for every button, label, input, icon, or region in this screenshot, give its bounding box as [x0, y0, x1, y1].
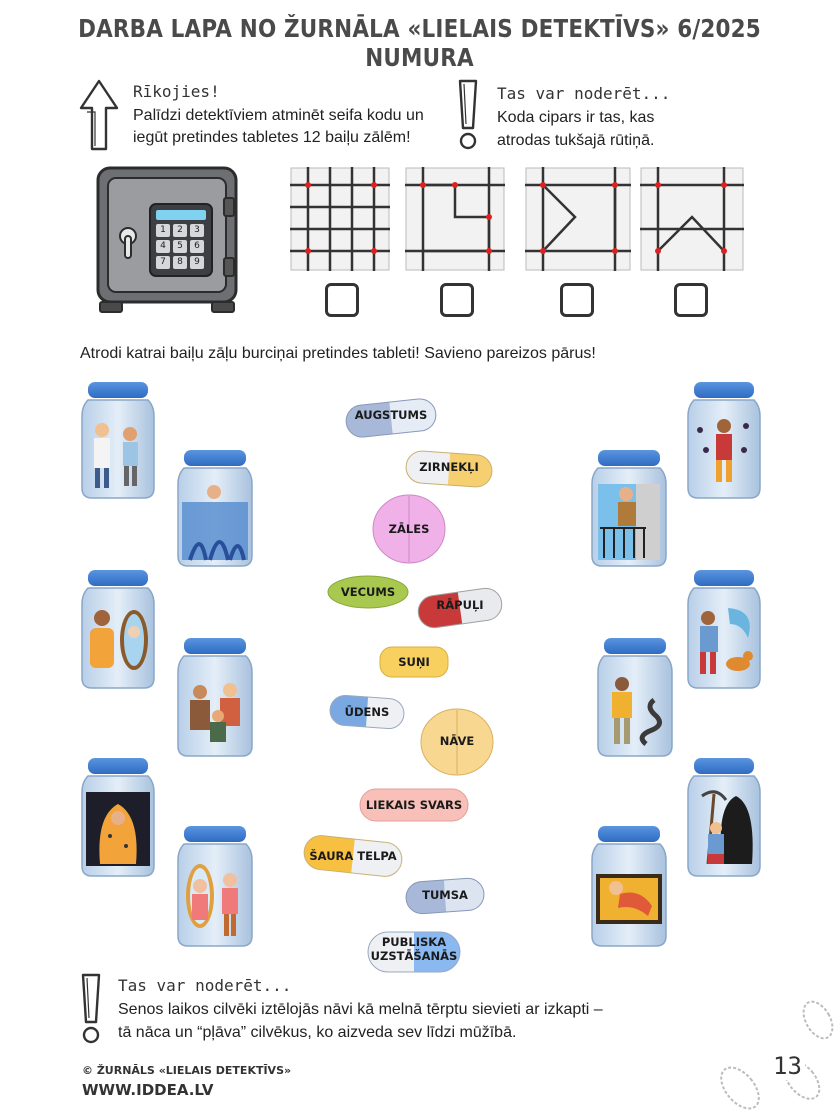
fear-jar-11	[686, 756, 762, 878]
fear-jar-8	[590, 448, 668, 568]
pill-label: NĀVE	[439, 734, 475, 748]
tip-line-2: tā nāca un “pļāva” cilvēkus, ko aizveda sev līdzi mūžībā.	[118, 1024, 517, 1041]
website-link[interactable]: WWW.IDDEA.LV	[82, 1081, 214, 1099]
pill-label: ZĀLES	[388, 522, 430, 536]
task-line-2: iegūt pretindes tabletes 12 baiļu zālēm!	[133, 129, 411, 146]
answer-checkbox-3[interactable]	[560, 283, 594, 317]
pill-label: VECUMS	[340, 585, 396, 599]
fear-jar-9	[686, 568, 762, 690]
page-title: DARBA LAPA NO ŽURNĀLA «LIELAIS DETEKTĪVS» 6/2025 NUMURA	[78, 14, 761, 72]
fear-jar-12	[590, 824, 668, 948]
code-grid-2	[405, 167, 505, 271]
answer-checkbox-1[interactable]	[325, 283, 359, 317]
fear-jar-4	[176, 636, 254, 758]
keypad-key: 1	[156, 224, 170, 237]
safe-keypad	[156, 224, 206, 269]
fear-jar-2	[176, 448, 254, 568]
keypad-key: 9	[190, 256, 204, 269]
page-number: 13	[770, 1052, 805, 1080]
pill-label: ŠAURA TELPA	[309, 849, 397, 863]
keypad-key: 6	[190, 240, 204, 253]
matching-instruction: Atrodi katrai baiļu zāļu burciņai pretindes tableti! Savieno pareizos pārus!	[80, 345, 596, 362]
pill-label: AUGSTUMS	[354, 408, 428, 422]
keypad-key: 7	[156, 256, 170, 269]
tip-line-1: Koda cipars ir tas, kas	[497, 109, 655, 126]
keypad-key: 8	[173, 256, 187, 269]
fear-jar-3	[80, 568, 156, 690]
pill-label: TUMSA	[422, 888, 468, 902]
task-line-1: Palīdzi detektīviem atminēt seifa kodu un	[133, 107, 424, 124]
pill-label: LIEKAIS SVARS	[365, 798, 463, 812]
fear-jar-6	[176, 824, 254, 948]
keypad-key: 4	[156, 240, 170, 253]
pill-label: ŪDENS	[344, 705, 390, 719]
fear-jar-7	[686, 380, 762, 500]
fear-jar-1	[80, 380, 156, 500]
pill-label-line-2: UZSTĀŠANĀS	[370, 949, 458, 963]
answer-checkbox-4[interactable]	[674, 283, 708, 317]
exclamation-icon	[78, 972, 104, 1046]
task-heading: Rīkojies!	[133, 82, 220, 101]
tip-line-2: atrodas tukšajā rūtiņā.	[497, 132, 655, 149]
tip-heading: Tas var noderēt...	[118, 976, 292, 995]
pill-label: ZIRNEKĻI	[419, 460, 479, 474]
keypad-key: 3	[190, 224, 204, 237]
keypad-key: 5	[173, 240, 187, 253]
fear-jar-10	[596, 636, 674, 758]
pill-label: SUŅI	[398, 655, 430, 669]
pill-label: RĀPUĻI	[436, 598, 484, 612]
tip-heading: Tas var noderēt...	[497, 84, 671, 103]
pill-label-line-1: PUBLISKA	[381, 935, 447, 949]
pill-label	[364, 935, 464, 963]
arrow-up-icon	[78, 78, 120, 152]
copyright: © ŽURNĀLS «LIELAIS DETEKTĪVS»	[82, 1064, 292, 1077]
code-grid-4	[640, 167, 744, 271]
tip-line-1: Senos laikos cilvēki iztēlojās nāvi kā melnā tērptu sievieti ar izkapti –	[118, 1001, 603, 1018]
fear-jar-5	[80, 756, 156, 878]
code-grid-1	[290, 167, 390, 271]
exclamation-icon	[455, 78, 481, 152]
code-grid-3	[525, 167, 631, 271]
answer-checkbox-2[interactable]	[440, 283, 474, 317]
keypad-key: 2	[173, 224, 187, 237]
